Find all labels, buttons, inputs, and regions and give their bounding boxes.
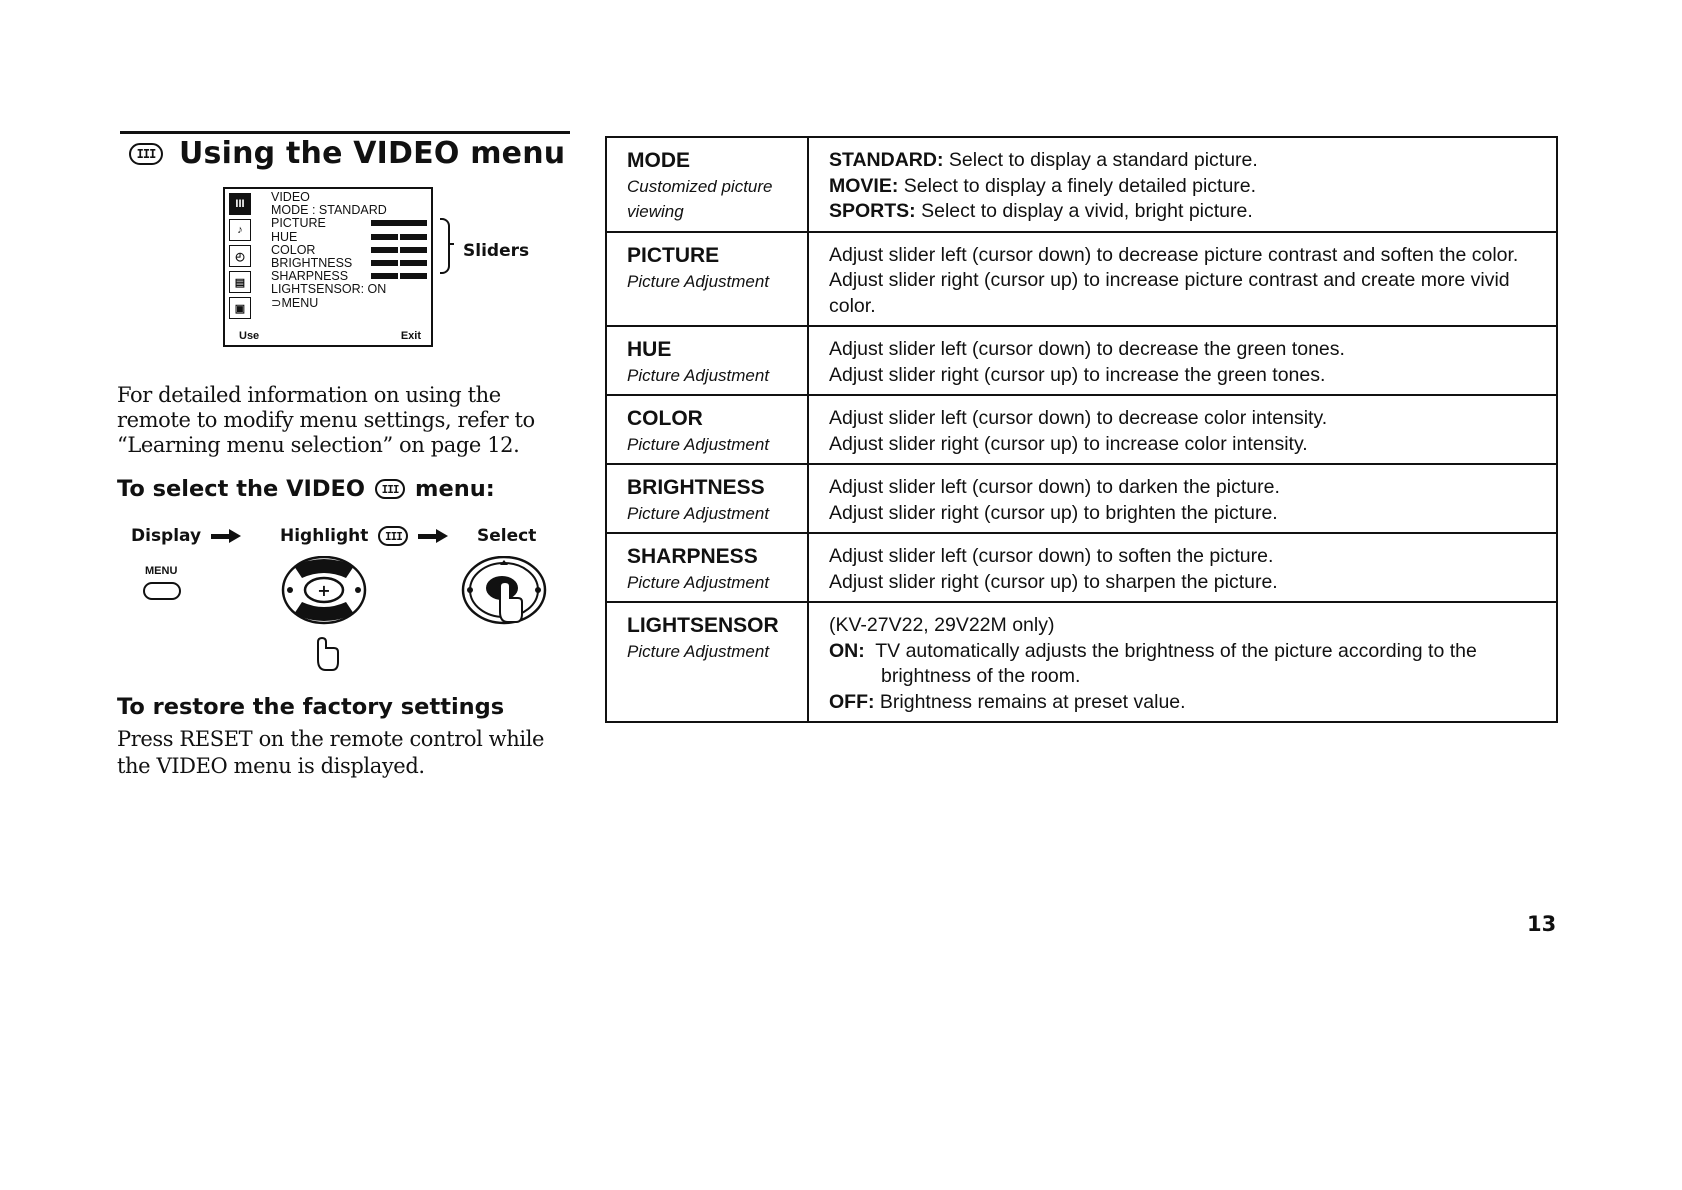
osd-slider-marker xyxy=(398,258,400,268)
description-line xyxy=(829,690,1536,716)
osd-line-text: SHARPNESS xyxy=(271,269,349,284)
title-rule xyxy=(120,131,570,134)
description-text: Brightness remains at preset value. xyxy=(874,690,1186,713)
osd-slider-marker xyxy=(398,232,400,242)
music-note-icon: ♪ xyxy=(229,219,251,241)
select-menu-heading xyxy=(117,476,495,502)
intro-paragraph: For detailed information on using the remote to modify menu settings, refer to “Learning menu selection” on page 12. xyxy=(117,383,535,457)
setting-description-cell xyxy=(808,395,1557,464)
setting-name: HUE xyxy=(627,338,672,361)
osd-footer xyxy=(239,330,421,342)
description-text: Adjust slider right (cursor up) to increase the green tones. xyxy=(829,363,1326,386)
setting-name: LIGHTSENSOR xyxy=(627,614,779,637)
menu-button-icon xyxy=(143,582,181,600)
setting-name: MODE xyxy=(627,149,690,172)
option-name: OFF: xyxy=(829,690,875,713)
description-line xyxy=(829,544,1536,570)
setting-description-cell xyxy=(808,533,1557,602)
table-row xyxy=(606,137,1557,232)
osd-slider-bar xyxy=(371,234,427,240)
table-row xyxy=(606,464,1557,533)
video-icon: III xyxy=(229,193,251,215)
description-line xyxy=(829,613,1536,639)
description-text: Adjust slider left (cursor down) to decrease picture contrast and soften the color. xyxy=(829,243,1519,266)
description-text: Adjust slider right (cursor up) to increase color intensity. xyxy=(829,432,1308,455)
osd-line-text: ⊃MENU xyxy=(271,295,319,310)
osd-line xyxy=(271,297,431,310)
description-line xyxy=(829,501,1536,527)
setting-label-cell xyxy=(606,232,808,327)
page-number: 13 xyxy=(1527,912,1557,936)
arrow-icon xyxy=(211,528,241,544)
description-line xyxy=(829,199,1536,225)
osd-slider-bar xyxy=(371,273,427,279)
step-select xyxy=(477,526,536,546)
setting-name: SHARPNESS xyxy=(627,545,758,568)
page-title-text: Using the VIDEO menu xyxy=(179,136,566,171)
osd-slider-bar xyxy=(371,247,427,253)
osd-line-text: VIDEO xyxy=(271,190,310,204)
setting-category: Customized picture viewing xyxy=(627,177,773,221)
description-text: Select to display a finely detailed picture. xyxy=(898,174,1257,197)
setting-label-cell xyxy=(606,326,808,395)
description-line xyxy=(829,268,1536,319)
osd-line-text: BRIGHTNESS xyxy=(271,255,353,270)
page-title xyxy=(129,136,565,171)
osd-slider-bar xyxy=(371,220,427,226)
osd-line-text: LIGHTSENSOR: ON xyxy=(271,282,387,297)
description-text: Select to display a standard picture. xyxy=(943,149,1258,171)
description-line xyxy=(829,243,1536,269)
restore-heading: To restore the factory settings xyxy=(117,694,505,720)
setting-name: PICTURE xyxy=(627,243,720,267)
description-text: Adjust slider left (cursor down) to soften the picture. xyxy=(829,545,1274,567)
description-line xyxy=(829,570,1536,596)
table-row xyxy=(606,232,1557,327)
osd-line-text: MODE : STANDARD xyxy=(271,203,387,218)
setting-category: Picture Adjustment xyxy=(627,573,770,592)
setting-category: Picture Adjustment xyxy=(627,271,770,291)
step-display-label: Display xyxy=(131,526,202,546)
select-heading-before: To select the VIDEO xyxy=(117,476,366,502)
description-text: Adjust slider right (cursor up) to increase picture contrast and create more vivid color. xyxy=(829,269,1516,317)
video-icon: III xyxy=(129,143,163,165)
osd-slider-marker xyxy=(398,245,400,255)
osd-slider-bar xyxy=(371,260,427,266)
video-icon: III xyxy=(375,479,405,499)
description-line xyxy=(829,475,1536,501)
setting-label-cell xyxy=(606,533,808,602)
setting-description-cell xyxy=(808,464,1557,533)
osd-footer-exit: Exit xyxy=(400,330,421,342)
setting-label-cell xyxy=(606,395,808,464)
osd-line-text: COLOR xyxy=(271,242,316,257)
channel-icon: ▤ xyxy=(229,271,251,293)
description-text: Adjust slider left (cursor down) to darken the picture. xyxy=(829,476,1280,498)
sliders-label: Sliders xyxy=(463,241,530,261)
description-line xyxy=(829,664,1536,690)
setting-description-cell xyxy=(808,602,1557,722)
setting-category: Picture Adjustment xyxy=(627,642,770,661)
sliders-brace-tip xyxy=(448,243,454,245)
description-text: Adjust slider right (cursor up) to brighten the picture. xyxy=(829,501,1278,524)
description-line xyxy=(829,148,1536,174)
setting-label-cell xyxy=(606,602,808,722)
setting-description-cell xyxy=(808,326,1557,395)
step-highlight-label: Highlight xyxy=(280,526,369,546)
description-line xyxy=(829,406,1536,432)
description-text: Select to display a vivid, bright picture. xyxy=(915,200,1253,222)
table-row xyxy=(606,602,1557,722)
table-row xyxy=(606,326,1557,395)
description-text: (KV-27V22, 29V22M only) xyxy=(829,614,1055,636)
joystick-select-icon xyxy=(460,556,548,632)
step-display xyxy=(131,526,241,546)
description-text: Adjust slider left (cursor down) to decrease the green tones. xyxy=(829,338,1345,360)
setting-description-cell xyxy=(808,232,1557,327)
setting-label-cell xyxy=(606,137,808,232)
setting-category: Picture Adjustment xyxy=(627,366,770,385)
description-line xyxy=(829,337,1536,363)
step-highlight xyxy=(280,526,448,546)
osd-line-text: HUE xyxy=(271,229,298,244)
menu-button-label: MENU xyxy=(145,565,178,577)
setting-label-cell xyxy=(606,464,808,533)
video-icon: III xyxy=(378,526,408,546)
option-name: SPORTS: xyxy=(829,200,916,222)
setting-category: Picture Adjustment xyxy=(627,435,770,454)
timer-icon: ◴ xyxy=(229,245,251,267)
restore-paragraph: Press RESET on the remote control while the VIDEO menu is displayed. xyxy=(117,727,545,778)
setting-description-cell xyxy=(808,137,1557,232)
option-name: STANDARD: xyxy=(829,149,944,171)
osd-line-text: PICTURE xyxy=(271,216,326,231)
osd-tab-column xyxy=(229,193,253,323)
option-name: ON: xyxy=(829,639,865,662)
description-line xyxy=(829,174,1536,200)
sliders-brace xyxy=(440,218,450,274)
joystick-move-icon xyxy=(280,556,368,676)
description-text: Adjust slider right (cursor up) to sharpen the picture. xyxy=(829,570,1278,593)
setting-name: BRIGHTNESS xyxy=(627,476,765,499)
caption-icon: ▣ xyxy=(229,297,251,319)
arrow-icon xyxy=(418,528,448,544)
description-text: Adjust slider left (cursor down) to decrease color intensity. xyxy=(829,407,1328,429)
setting-name: COLOR xyxy=(627,407,703,430)
select-heading-after: menu: xyxy=(415,476,495,502)
description-line xyxy=(829,363,1536,389)
description-text: brightness of the room. xyxy=(881,665,1081,687)
description-line xyxy=(829,639,1536,665)
video-settings-table xyxy=(605,136,1558,723)
description-line xyxy=(829,432,1536,458)
option-name: MOVIE: xyxy=(829,174,899,197)
step-select-label: Select xyxy=(477,526,537,546)
setting-category: Picture Adjustment xyxy=(627,504,770,523)
osd-footer-use: Use xyxy=(239,330,260,342)
osd-video-menu xyxy=(223,187,433,347)
osd-slider-marker xyxy=(398,271,400,281)
table-row xyxy=(606,533,1557,602)
description-text: TV automatically adjusts the brightness of the picture according to the xyxy=(864,639,1477,662)
svg-text:+: + xyxy=(317,581,331,600)
table-row xyxy=(606,395,1557,464)
osd-menu-lines xyxy=(271,191,431,310)
